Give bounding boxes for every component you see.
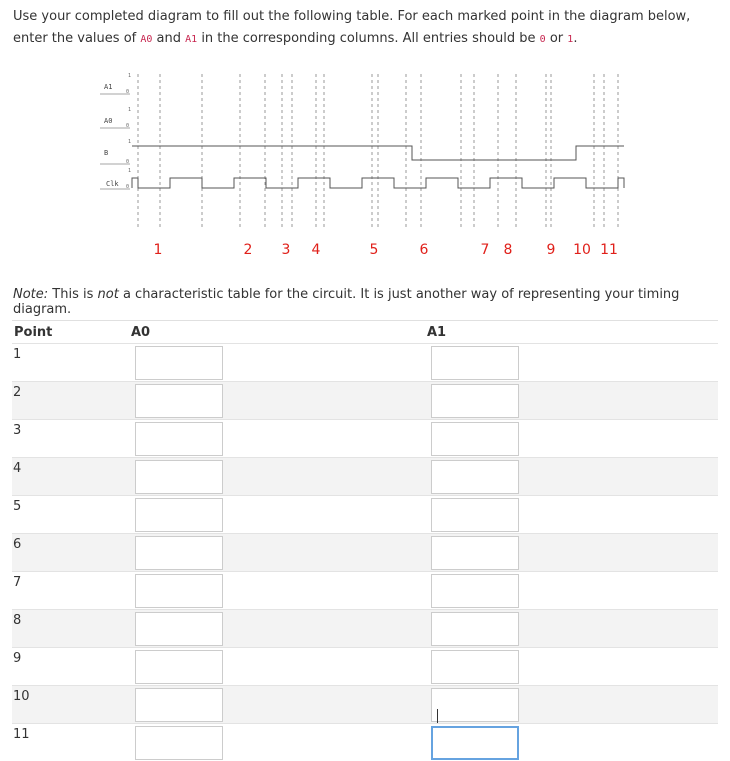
instructions-text: . [573, 31, 577, 46]
point-marker: 1 [154, 242, 163, 258]
code-one: 1 [567, 34, 573, 45]
a1-input[interactable] [431, 726, 519, 760]
a1-input[interactable] [431, 422, 519, 456]
code-zero: 0 [540, 34, 546, 45]
a0-cell [129, 534, 425, 572]
a0-cell [129, 420, 425, 458]
a1-cell [425, 648, 718, 686]
a0-cell [129, 610, 425, 648]
a0-cell [129, 344, 425, 382]
a1-input[interactable] [431, 612, 519, 646]
a0-input[interactable] [135, 726, 223, 760]
signal-label: B [104, 149, 108, 157]
note [13, 287, 730, 317]
a1-cell [425, 610, 718, 648]
a1-cell [425, 534, 718, 572]
a0-input[interactable] [135, 536, 223, 570]
table-row [12, 382, 718, 420]
tick-low: 0 [126, 89, 129, 95]
instructions [13, 6, 718, 51]
instructions-text: in the corresponding columns. All entries should be [197, 31, 539, 46]
note-text: a characteristic table for the circuit. It is just another way of representing your timing diagram. [13, 287, 679, 317]
signal-label: A0 [104, 117, 112, 125]
a0-cell [129, 686, 425, 724]
a0-input[interactable] [135, 460, 223, 494]
table-header [12, 321, 718, 344]
a1-cell [425, 572, 718, 610]
a0-cell [129, 572, 425, 610]
note-emphasis: not [98, 287, 119, 302]
table-row [12, 610, 718, 648]
text-caret [437, 709, 438, 723]
point-marker: 3 [282, 242, 291, 258]
table-row [12, 458, 718, 496]
a0-input[interactable] [135, 422, 223, 456]
code-a1: A1 [185, 34, 197, 45]
table-row [12, 648, 718, 686]
table-row [12, 534, 718, 572]
a0-input[interactable] [135, 688, 223, 722]
point-marker: 7 [481, 242, 490, 258]
table-row [12, 724, 718, 761]
point-marker: 9 [547, 242, 556, 258]
point-label: 8 [12, 610, 129, 648]
point-marker: 10 [573, 242, 591, 258]
a1-input[interactable] [431, 574, 519, 608]
point-label: 5 [12, 496, 129, 534]
signal-label: Clk [106, 180, 119, 188]
table-row [12, 344, 718, 382]
point-markers [154, 242, 618, 258]
instructions-text: and [152, 31, 185, 46]
header-point: Point [12, 321, 129, 344]
a1-cell [425, 458, 718, 496]
a0-input[interactable] [135, 346, 223, 380]
point-label: 10 [12, 686, 129, 724]
point-label: 7 [12, 572, 129, 610]
table-row [12, 496, 718, 534]
answer-table [12, 320, 718, 761]
marker-guides [138, 74, 618, 228]
a0-cell [129, 648, 425, 686]
table-row [12, 420, 718, 458]
signal-labels [100, 73, 131, 190]
a0-input[interactable] [135, 498, 223, 532]
tick-high: 1 [128, 107, 131, 113]
a1-cell [425, 686, 718, 724]
point-label: 2 [12, 382, 129, 420]
a1-input[interactable] [431, 384, 519, 418]
code-a0: A0 [140, 34, 152, 45]
a1-input[interactable] [431, 346, 519, 380]
a0-input[interactable] [135, 612, 223, 646]
point-marker: 11 [600, 242, 618, 258]
point-label: 9 [12, 648, 129, 686]
a0-input[interactable] [135, 574, 223, 608]
point-label: 11 [12, 724, 129, 761]
note-text: This is [48, 287, 97, 302]
header-a0: A0 [129, 321, 425, 344]
a0-input[interactable] [135, 384, 223, 418]
a1-input[interactable] [431, 460, 519, 494]
a0-cell [129, 382, 425, 420]
point-marker: 8 [504, 242, 513, 258]
a1-cell [425, 344, 718, 382]
a1-cell [425, 382, 718, 420]
a1-input[interactable] [431, 688, 519, 722]
signal-label: A1 [104, 83, 112, 91]
point-label: 4 [12, 458, 129, 496]
table-row [12, 686, 718, 724]
point-label: 6 [12, 534, 129, 572]
tick-high: 1 [128, 73, 131, 79]
instructions-text: or [546, 31, 568, 46]
a1-cell [425, 496, 718, 534]
tick-high: 1 [128, 139, 131, 145]
a1-input[interactable] [431, 536, 519, 570]
table-row [12, 572, 718, 610]
a1-cell [425, 420, 718, 458]
tick-high: 1 [128, 168, 131, 174]
a0-cell [129, 458, 425, 496]
a1-input[interactable] [431, 498, 519, 532]
point-marker: 2 [244, 242, 253, 258]
timing-diagram [0, 60, 730, 265]
a0-input[interactable] [135, 650, 223, 684]
point-marker: 6 [420, 242, 429, 258]
a0-cell [129, 496, 425, 534]
point-marker: 4 [312, 242, 321, 258]
note-prefix: Note: [13, 287, 48, 302]
tick-low: 0 [126, 123, 129, 129]
instructions-text: Use your completed diagram to fill out the following table. For each marked point in the diagram below, enter the values of [13, 9, 690, 46]
a0-cell [129, 724, 425, 761]
header-a1: A1 [425, 321, 718, 344]
a1-cell [425, 724, 718, 761]
point-label: 3 [12, 420, 129, 458]
a1-input[interactable] [431, 650, 519, 684]
tick-low: 0 [126, 184, 129, 190]
point-marker: 5 [370, 242, 379, 258]
point-label: 1 [12, 344, 129, 382]
tick-low: 0 [126, 159, 129, 165]
